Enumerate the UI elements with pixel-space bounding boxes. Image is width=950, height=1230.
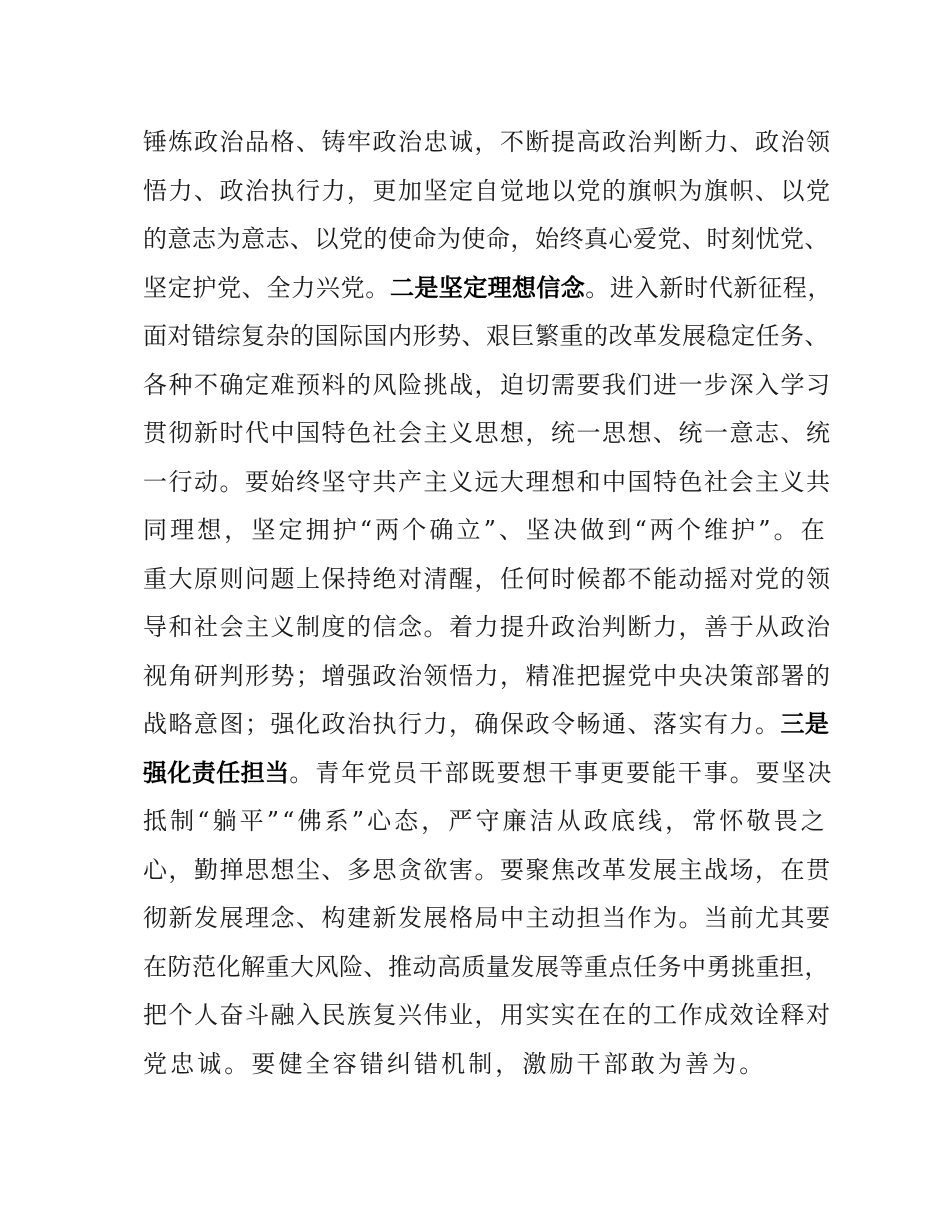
text-line: [143, 603, 832, 652]
text-line: [143, 506, 828, 555]
text-line: [143, 118, 832, 167]
text-line: [143, 458, 832, 507]
text-line: [143, 943, 829, 992]
text-line: [143, 652, 832, 701]
text-run: 战略意图；强化政治执行力，确保政令畅通、落实有力。: [143, 710, 781, 738]
text-line: [143, 991, 832, 1040]
text-run: 一行动。要始终坚守共产主义远大理想和中国特色社会主义共: [143, 467, 832, 496]
text-line: [143, 846, 832, 895]
heading-point-two: 二是坚定理想信念: [390, 273, 586, 302]
text-run: 。青年党员干部既要想干事更要能干事。要坚决: [289, 758, 834, 787]
text-line: [143, 797, 828, 846]
text-run: 。进入新时代新征程，: [585, 273, 833, 302]
text-run: 重大原则问题上保持绝对清醒，任何时候都不能动摇对党的领: [143, 564, 832, 593]
text-run: 视角研判形势；增强政治领悟力，精准把握党中央决策部署的: [143, 661, 832, 690]
text-run: 面对错综复杂的国际国内形势、艰巨繁重的改革发展稳定任务、: [143, 322, 829, 350]
text-run: 同理想，坚定拥护“两个确立”、坚决做到“两个维护”。在: [143, 516, 828, 544]
text-run: 锤炼政治品格、铸牢政治忠诚，不断提高政治判断力、政治领: [143, 128, 832, 156]
text-line: [143, 700, 830, 749]
text-run: 党忠诚。要健全容错纠错机制，激励干部敢为善为。: [143, 1049, 767, 1078]
text-run: 导和社会主义制度的信念。着力提升政治判断力，善于从政治: [143, 613, 832, 641]
text-run: 的意志为意志、以党的使命为使命，始终真心爱党、时刻忧党、: [143, 225, 829, 253]
text-run: 在防范化解重大风险、推动高质量发展等重点任务中勇挑重担，: [143, 952, 829, 981]
text-line: [143, 749, 834, 798]
text-run: 彻新发展理念、构建新发展格局中主动担当作为。当前尤其要: [143, 904, 832, 932]
body-paragraph: [143, 118, 834, 1088]
heading-point-three-end: 强化责任担当: [143, 758, 290, 787]
text-line: [143, 409, 832, 458]
text-line: [143, 555, 832, 604]
text-run: 贯彻新时代中国特色社会主义思想，统一思想、统一意志、统: [143, 419, 832, 447]
text-line: [143, 312, 829, 361]
text-line: [143, 894, 832, 943]
text-line: [143, 215, 829, 264]
text-line: [143, 1040, 823, 1089]
text-run: 把个人奋斗融入民族复兴伟业，用实实在在的工作成效诠释对: [143, 1001, 832, 1029]
text-run: 坚定护党、全力兴党。: [143, 273, 390, 302]
text-run: 各种不确定难预料的风险挑战，迫切需要我们进一步深入学习: [143, 370, 832, 399]
text-line: [143, 264, 833, 313]
text-line: [143, 361, 832, 410]
text-run: 悟力、政治执行力，更加坚定自觉地以党的旗帜为旗帜、以党: [143, 176, 832, 205]
text-line: [143, 167, 832, 216]
heading-point-three-start: 三是: [780, 710, 830, 738]
text-run: 抵制“躺平”“佛系”心态，严守廉洁从政底线，常怀敬畏之: [143, 807, 828, 835]
text-run: 心，勤掸思想尘、多思贪欲害。要聚焦改革发展主战场，在贯: [143, 855, 832, 884]
